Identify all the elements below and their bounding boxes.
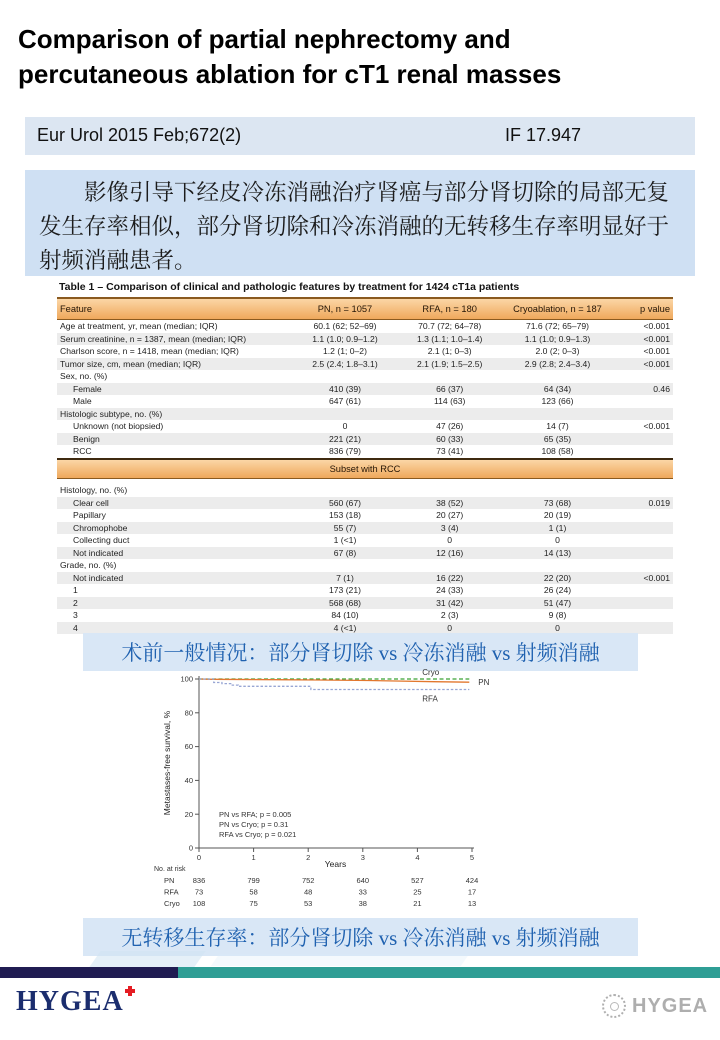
y-axis-label: Metastases-free survival, % (162, 710, 172, 816)
at-risk-row-name: PN (164, 876, 175, 885)
table-value-cell (291, 408, 399, 421)
table-value-cell (614, 609, 673, 622)
table-value-cell: 153 (18) (328, 510, 361, 520)
at-risk-value: 836 (192, 876, 206, 885)
y-tick-label: 80 (184, 708, 193, 718)
table-value-cell: 4 (<1) (291, 622, 399, 635)
table-value-cell: 1 (<1) (333, 535, 357, 545)
table-feature-cell: Chromophobe (57, 522, 291, 535)
table-row (57, 534, 673, 547)
table-feature-cell: Histology, no. (%) (60, 485, 128, 495)
table-feature-cell: 4 (57, 622, 291, 635)
table-value-cell: 84 (10) (331, 610, 359, 620)
table-value-cell: 221 (21) (291, 433, 399, 446)
table-feature-cell: Clear cell (57, 497, 291, 510)
table-value-cell: 0 (342, 421, 348, 431)
table-value-cell (614, 408, 673, 421)
table-value-cell (614, 509, 673, 522)
table-feature-cell: RCC (57, 445, 291, 459)
x-tick-label: 5 (469, 853, 475, 862)
table-value-cell: 64 (34) (501, 383, 615, 396)
table-row (57, 547, 673, 560)
table-value-cell: 31 (42) (399, 597, 501, 610)
km-chart-container (150, 668, 574, 916)
table-value-cell: 9 (8) (548, 610, 567, 620)
hygea-watermark-text: HYGEA (632, 994, 709, 1017)
x-tick-label: 4 (415, 853, 420, 862)
table-value-cell: 0 (501, 622, 615, 635)
table-title: Table 1 – Comparison of clinical and pathologic features by treatment for 1424 cT1a patients (59, 281, 520, 293)
table-value-cell (399, 408, 501, 421)
table-value-cell: 0 (399, 622, 501, 635)
table-feature-cell: Benign (57, 433, 291, 446)
table-value-cell: 73 (41) (399, 445, 501, 459)
at-risk-value: 108 (192, 899, 206, 908)
hygea-watermark (602, 994, 708, 1018)
x-axis-label: Years (324, 859, 347, 869)
table-value-cell: 20 (19) (543, 510, 572, 520)
hygea-logo-text: HYGEA (16, 986, 124, 1017)
table-value-cell (614, 522, 673, 535)
table-value-cell: 0.019 (614, 497, 673, 510)
table-feature-cell: Sex, no. (%) (60, 371, 108, 381)
clinical-features-table (57, 297, 673, 634)
footer-stripe-teal (178, 967, 720, 978)
table-column-header: Cryoablation, n = 187 (501, 298, 615, 320)
x-tick-label: 0 (196, 853, 202, 862)
table-value-cell: 14 (13) (501, 547, 615, 560)
table-value-cell (614, 445, 673, 459)
table-value-cell: 560 (67) (291, 497, 399, 510)
y-tick-label: 40 (184, 776, 193, 785)
table-row (57, 445, 673, 459)
table-value-cell: 22 (20) (501, 572, 615, 585)
table-value-cell: <0.001 (614, 358, 673, 371)
table-row (57, 420, 673, 433)
table-value-cell: 7 (1) (291, 572, 399, 585)
table-row (57, 345, 673, 358)
at-risk-value: 17 (467, 887, 477, 897)
table-value-cell: 173 (21) (328, 585, 361, 595)
table-banner-row (57, 459, 673, 479)
y-tick-label: 20 (184, 809, 193, 819)
table-value-cell (614, 395, 673, 408)
table-value-cell: 70.7 (72; 64–78) (418, 321, 482, 331)
at-risk-value: 33 (358, 887, 367, 897)
table-body (57, 320, 673, 635)
table-header (57, 298, 673, 320)
table-value-cell: 0 (447, 535, 453, 545)
table-feature-cell: Histologic subtype, no. (%) (57, 408, 291, 421)
table-feature-cell: 2 (57, 597, 291, 610)
table-row (57, 572, 673, 585)
table-value-cell (291, 559, 399, 572)
table-value-cell: 3 (4) (399, 522, 501, 535)
table-value-cell (614, 433, 673, 446)
table-value-cell: 2.1 (1; 0–3) (427, 346, 472, 356)
at-risk-value: 21 (413, 899, 422, 908)
table-value-cell: 647 (61) (328, 396, 361, 406)
table-row (57, 433, 673, 446)
table-value-cell: 2 (3) (440, 610, 459, 620)
km-chart-svg (150, 668, 574, 916)
table-value-cell: 410 (39) (291, 383, 399, 396)
pvalue-annotation: PN vs RFA; p = 0.005 (219, 810, 292, 819)
table-value-cell (399, 484, 501, 497)
at-risk-value: 48 (304, 887, 313, 897)
table-value-cell: 0 (555, 535, 560, 545)
table-feature-cell: 3 (73, 610, 78, 620)
table-value-cell: 12 (16) (399, 547, 501, 560)
table-value-cell: 47 (26) (436, 421, 464, 431)
hygea-logo (16, 986, 135, 1018)
table-value-cell: 24 (33) (436, 585, 464, 595)
logo-cross-icon (125, 986, 135, 996)
chinese-summary-block (25, 170, 695, 276)
table-value-cell: 114 (63) (434, 396, 466, 406)
decorative-swoosh (211, 954, 469, 966)
table-header-row (57, 298, 673, 320)
table-value-cell: 0.46 (614, 383, 673, 396)
table-value-cell: <0.001 (643, 421, 670, 431)
table-value-cell: 2.5 (2.4; 1.8–3.1) (291, 358, 399, 371)
footer-stripe-navy (0, 967, 178, 978)
table-feature-cell: Charlson score, n = 1418, mean (median; IQR) (60, 346, 239, 356)
table-value-cell: <0.001 (643, 321, 670, 331)
table-value-cell: 38 (52) (399, 497, 501, 510)
table-feature-cell: Collecting duct (73, 535, 130, 545)
table-value-cell (614, 597, 673, 610)
table-row (57, 333, 673, 346)
at-risk-value: 752 (301, 876, 315, 885)
pvalue-annotation: RFA vs Cryo; p = 0.021 (219, 830, 297, 839)
y-tick-label: 60 (184, 742, 193, 752)
journal-reference: Eur Urol 2015 Feb;672(2) (37, 125, 242, 145)
table-value-cell: 14 (7) (546, 421, 569, 431)
table-feature-cell: Serum creatinine, n = 1387, mean (median; IQR) (57, 333, 291, 346)
table-value-cell: 123 (66) (541, 396, 574, 406)
at-risk-value: 75 (249, 899, 258, 908)
table-value-cell: 2.0 (2; 0–3) (535, 346, 580, 356)
table-value-cell: 568 (68) (291, 597, 399, 610)
table-banner-label: Subset with RCC (57, 459, 673, 479)
table-row (57, 559, 673, 572)
table-row (57, 383, 673, 396)
table-value-cell (501, 559, 615, 572)
table-value-cell: 2.9 (2.8; 2.4–3.4) (501, 358, 615, 371)
y-tick-label: 100 (180, 674, 193, 684)
table-value-cell (614, 547, 673, 560)
table-value-cell: 1.2 (1; 0–2) (323, 346, 367, 356)
title-line-1: Comparison of partial nephrectomy and (18, 24, 511, 54)
table-value-cell: 1 (1) (501, 522, 615, 535)
table-value-cell: 67 (8) (291, 547, 399, 560)
table-row (57, 370, 673, 383)
table-column-header: PN, n = 1057 (291, 298, 399, 320)
table-row (57, 509, 673, 522)
table-value-cell: <0.001 (643, 346, 670, 356)
table-row (57, 358, 673, 371)
table-value-cell: 60.1 (62; 52–69) (313, 321, 377, 331)
table-feature-cell: Unknown (not biopsied) (73, 421, 164, 431)
table-value-cell (501, 370, 615, 383)
table-row (57, 584, 673, 597)
table-value-cell: 73 (68) (501, 497, 615, 510)
table-feature-cell: Not indicated (57, 547, 291, 560)
table-feature-cell: 1 (73, 585, 78, 595)
table-value-cell: <0.001 (614, 333, 673, 346)
at-risk-value: 13 (467, 899, 477, 908)
table-value-cell (501, 484, 615, 497)
table-value-cell (291, 370, 399, 383)
at-risk-row-name: Cryo (164, 899, 180, 908)
table-value-cell (501, 408, 615, 421)
table-column-header: p value (614, 298, 673, 320)
at-risk-row-name: RFA (164, 887, 179, 897)
chinese-summary-text: 影像引导下经皮冷冻消融治疗肾癌与部分肾切除的局部无复发生存率相似，部分肾切除和冷冻消融的无转移生存率明显好于射频消融患者。 (39, 180, 670, 273)
table-value-cell (614, 559, 673, 572)
table-feature-cell: Female (57, 383, 291, 396)
table-value-cell (614, 534, 673, 547)
clinical-table-section (57, 281, 673, 634)
y-tick-label: 0 (188, 843, 193, 853)
table-row (57, 597, 673, 610)
table-value-cell: 71.6 (72; 65–79) (525, 321, 590, 331)
at-risk-value: 25 (413, 887, 422, 897)
at-risk-value: 640 (356, 876, 370, 885)
hygea-stamp-icon (602, 994, 626, 1018)
at-risk-value: 73 (194, 887, 204, 897)
table-row (57, 395, 673, 408)
table-column-header: RFA, n = 180 (399, 298, 501, 320)
caption-bar-preop (83, 633, 638, 671)
caption-mfs-text: 无转移生存率：部分肾切除 vs 冷冻消融 vs 射频消融 (121, 926, 600, 950)
table-value-cell: 16 (22) (399, 572, 501, 585)
at-risk-value: 58 (249, 887, 258, 897)
table-value-cell: 836 (79) (291, 445, 399, 459)
page-title (18, 22, 698, 92)
table-row (57, 497, 673, 510)
table-feature-cell: Tumor size, cm, mean (median; IQR) (57, 358, 291, 371)
table-value-cell: 1.3 (1.1; 1.0–1.4) (399, 333, 501, 346)
table-value-cell: 65 (35) (501, 433, 615, 446)
table-value-cell (614, 370, 673, 383)
table-column-header: Feature (57, 298, 291, 320)
at-risk-value: 38 (358, 899, 367, 908)
table-value-cell (291, 484, 399, 497)
table-feature-cell: Age at treatment, yr, mean (median; IQR) (60, 321, 218, 331)
series-label-rfa: RFA (422, 694, 438, 704)
table-row (57, 484, 673, 497)
table-feature-cell: Grade, no. (%) (60, 560, 117, 570)
at-risk-value: 527 (411, 876, 424, 885)
table-value-cell: 20 (27) (436, 510, 464, 520)
table-value-cell: <0.001 (614, 572, 673, 585)
table-value-cell (614, 484, 673, 497)
table-row (57, 320, 673, 333)
table-value-cell: 55 (7) (291, 522, 399, 535)
table-value-cell (399, 370, 501, 383)
x-tick-label: 2 (306, 853, 311, 862)
table-feature-cell: Male (73, 396, 92, 406)
series-label-pn: PN (478, 678, 490, 688)
pvalue-annotation: PN vs Cryo; p = 0.31 (219, 820, 289, 829)
series-label-cryo: Cryo (422, 668, 440, 677)
table-value-cell (614, 584, 673, 597)
x-tick-label: 3 (360, 853, 365, 862)
table-value-cell: 51 (47) (501, 597, 615, 610)
table-value-cell: 66 (37) (399, 383, 501, 396)
table-value-cell: 60 (33) (399, 433, 501, 446)
table-value-cell: 2.1 (1.9; 1.5–2.5) (399, 358, 501, 371)
at-risk-value: 799 (247, 876, 260, 885)
table-value-cell: 26 (24) (543, 585, 572, 595)
footer-stripe (0, 967, 720, 978)
table-value-cell: 1.1 (1.0; 0.9–1.3) (501, 333, 615, 346)
at-risk-label: No. at risk (154, 866, 186, 873)
caption-preop-text: 术前一般情况：部分肾切除 vs 冷冻消融 vs 射频消融 (121, 641, 600, 665)
table-feature-cell: Papillary (73, 510, 106, 520)
table-row (57, 522, 673, 535)
x-tick-label: 1 (251, 853, 256, 862)
table-value-cell: 1.1 (1.0; 0.9–1.2) (291, 333, 399, 346)
table-value-cell (399, 559, 501, 572)
table-row (57, 408, 673, 421)
at-risk-value: 424 (465, 876, 479, 885)
table-row (57, 609, 673, 622)
table-feature-cell: Not indicated (57, 572, 291, 585)
at-risk-value: 53 (304, 899, 313, 908)
journal-bar (25, 117, 695, 155)
title-line-2: percutaneous ablation for cT1 renal masses (18, 59, 562, 89)
decorative-swoosh (89, 951, 205, 967)
impact-factor: IF 17.947 (505, 125, 582, 145)
table-value-cell: 108 (58) (501, 445, 615, 459)
